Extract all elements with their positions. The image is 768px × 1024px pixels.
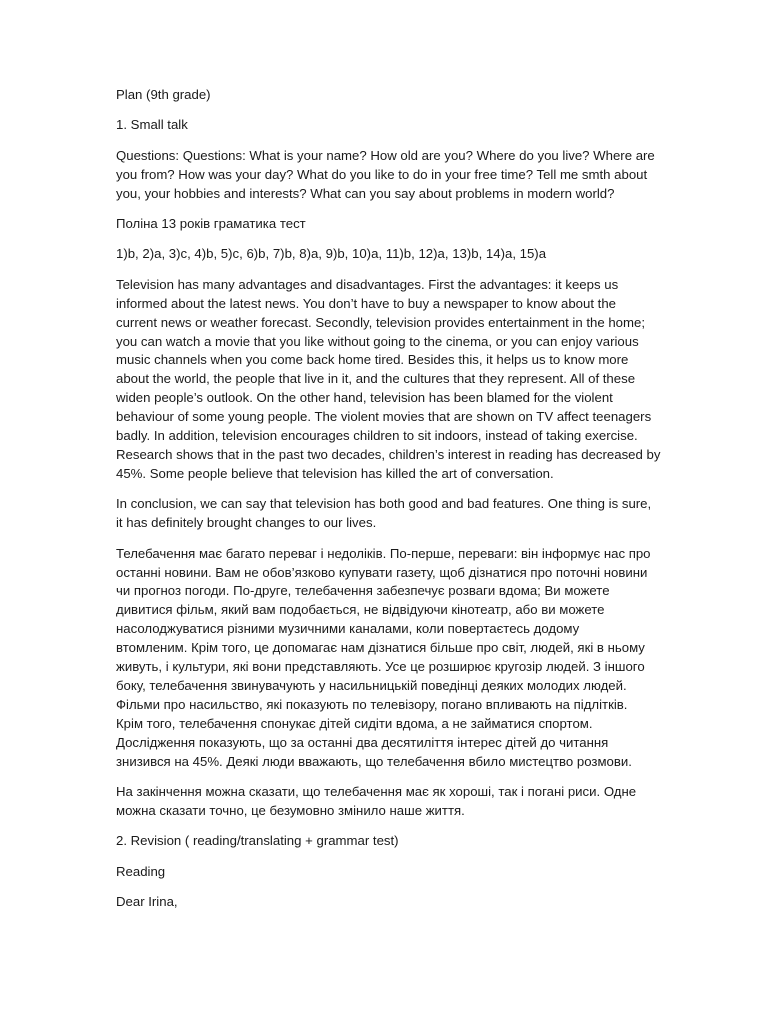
text-line: current news or weather forecast. Secondly, television provides entertainment in the home;	[116, 314, 645, 330]
text-line: badly. In addition, television encourages children to sit indoors, instead of taking exercise.	[116, 428, 638, 444]
section-heading-revision: 2. Revision ( reading/translating + grammar test)	[116, 833, 399, 849]
text-line: you, your hobbies and interests? What can you say about problems in modern world?	[116, 185, 615, 201]
text-line: Фільми про насильство, які показують по телевізору, погано впливають на підлітків.	[116, 696, 628, 712]
text-line: it has definitely brought changes to our lives.	[116, 515, 377, 531]
questions-paragraph	[116, 147, 656, 204]
text-line: насолоджуватися різними музичними каналами, коли повертаєтесь додому	[116, 621, 580, 637]
text-line: чи прогноз погоди. По-друге, телебачення забезпечує розваги вдома; Ви можете	[116, 583, 610, 599]
text-line: Телебачення має багато переваг і недоліків. По-перше, переваги: він інформує нас про	[116, 545, 651, 561]
text-line: widen people’s outlook. On the other hand, television has been blamed for the violent	[116, 390, 613, 406]
document-page	[116, 86, 661, 924]
document-title: Plan (9th grade)	[116, 87, 211, 102]
essay-ukrainian	[116, 545, 656, 772]
conclusion-english	[116, 495, 656, 533]
text-line: 45%. Some people believe that television has killed the art of conversation.	[116, 465, 554, 481]
text-line: Дослідження показують, що за останні два десятиліття інтерес дітей до читання	[116, 734, 609, 750]
letter-salutation: Dear Irina,	[116, 894, 178, 910]
section-heading-small-talk: 1. Small talk	[116, 117, 188, 133]
text-line: Research shows that in the past two decades, children’s interest in reading has decreased by	[116, 447, 661, 462]
text-line: На закінчення можна сказати, що телебачення має як хороші, так і погані риси. Одне	[116, 784, 637, 799]
text-line: behaviour of some young people. The violent movies that are shown on TV affect teenagers	[116, 409, 652, 425]
reading-label: Reading	[116, 863, 166, 879]
text-line: about the world, the people that live in it, and the cultures that they represent. All of these	[116, 371, 636, 387]
text-line: знизився на 45%. Деякі люди вважають, що телебачення вбило мистецтво розмови.	[116, 753, 632, 769]
text-line: Questions: Questions: What is your name? How old are you? Where do you live? Where are	[116, 147, 655, 163]
text-line: останні новини. Вам не обов’язково купувати газету, щоб дізнатися про поточні новини	[116, 564, 648, 580]
text-line: втомленим. Крім того, це допомагає нам дізнатися більше про світ, людей, які в ньому	[116, 640, 645, 656]
text-line: Television has many advantages and disadvantages. First the advantages: it keeps us	[116, 276, 619, 292]
text-line: you can watch a movie that you like without going to the cinema, or you can enjoy various	[116, 333, 639, 349]
text-line: живуть, і культури, які вони представляють. Усе це розширює кругозір людей. З іншого	[116, 659, 645, 675]
conclusion-ukrainian	[116, 783, 656, 821]
text-line: informed about the latest news. You don’t have to buy a newspaper to know about the	[116, 295, 617, 311]
text-line: можна сказати точно, це безумовно змінило наше життя.	[116, 802, 465, 818]
text-line: music channels when you come back home tired. Besides this, it helps us to know more	[116, 352, 629, 368]
text-line: you from? How was your day? What do you like to do in your free time? Tell me smth about	[116, 166, 648, 182]
text-line: Крім того, телебачення спонукає дітей сидіти вдома, а не займатися спортом.	[116, 715, 593, 731]
answer-key: 1)b, 2)a, 3)c, 4)b, 5)c, 6)b, 7)b, 8)a, 9)b, 10)a, 11)b, 12)a, 13)b, 14)a, 15)a	[116, 246, 547, 262]
student-note: Поліна 13 років граматика тест	[116, 216, 306, 232]
text-line: дивитися фільм, який вам подобається, не відвідуючи кінотеатр, або ви можете	[116, 602, 605, 618]
essay-english	[116, 276, 661, 484]
text-line: боку, телебачення звинувачують у насильницькій поведінці деяких молодих людей.	[116, 677, 627, 693]
text-line: In conclusion, we can say that television has both good and bad features. One thing is sure,	[116, 496, 652, 512]
